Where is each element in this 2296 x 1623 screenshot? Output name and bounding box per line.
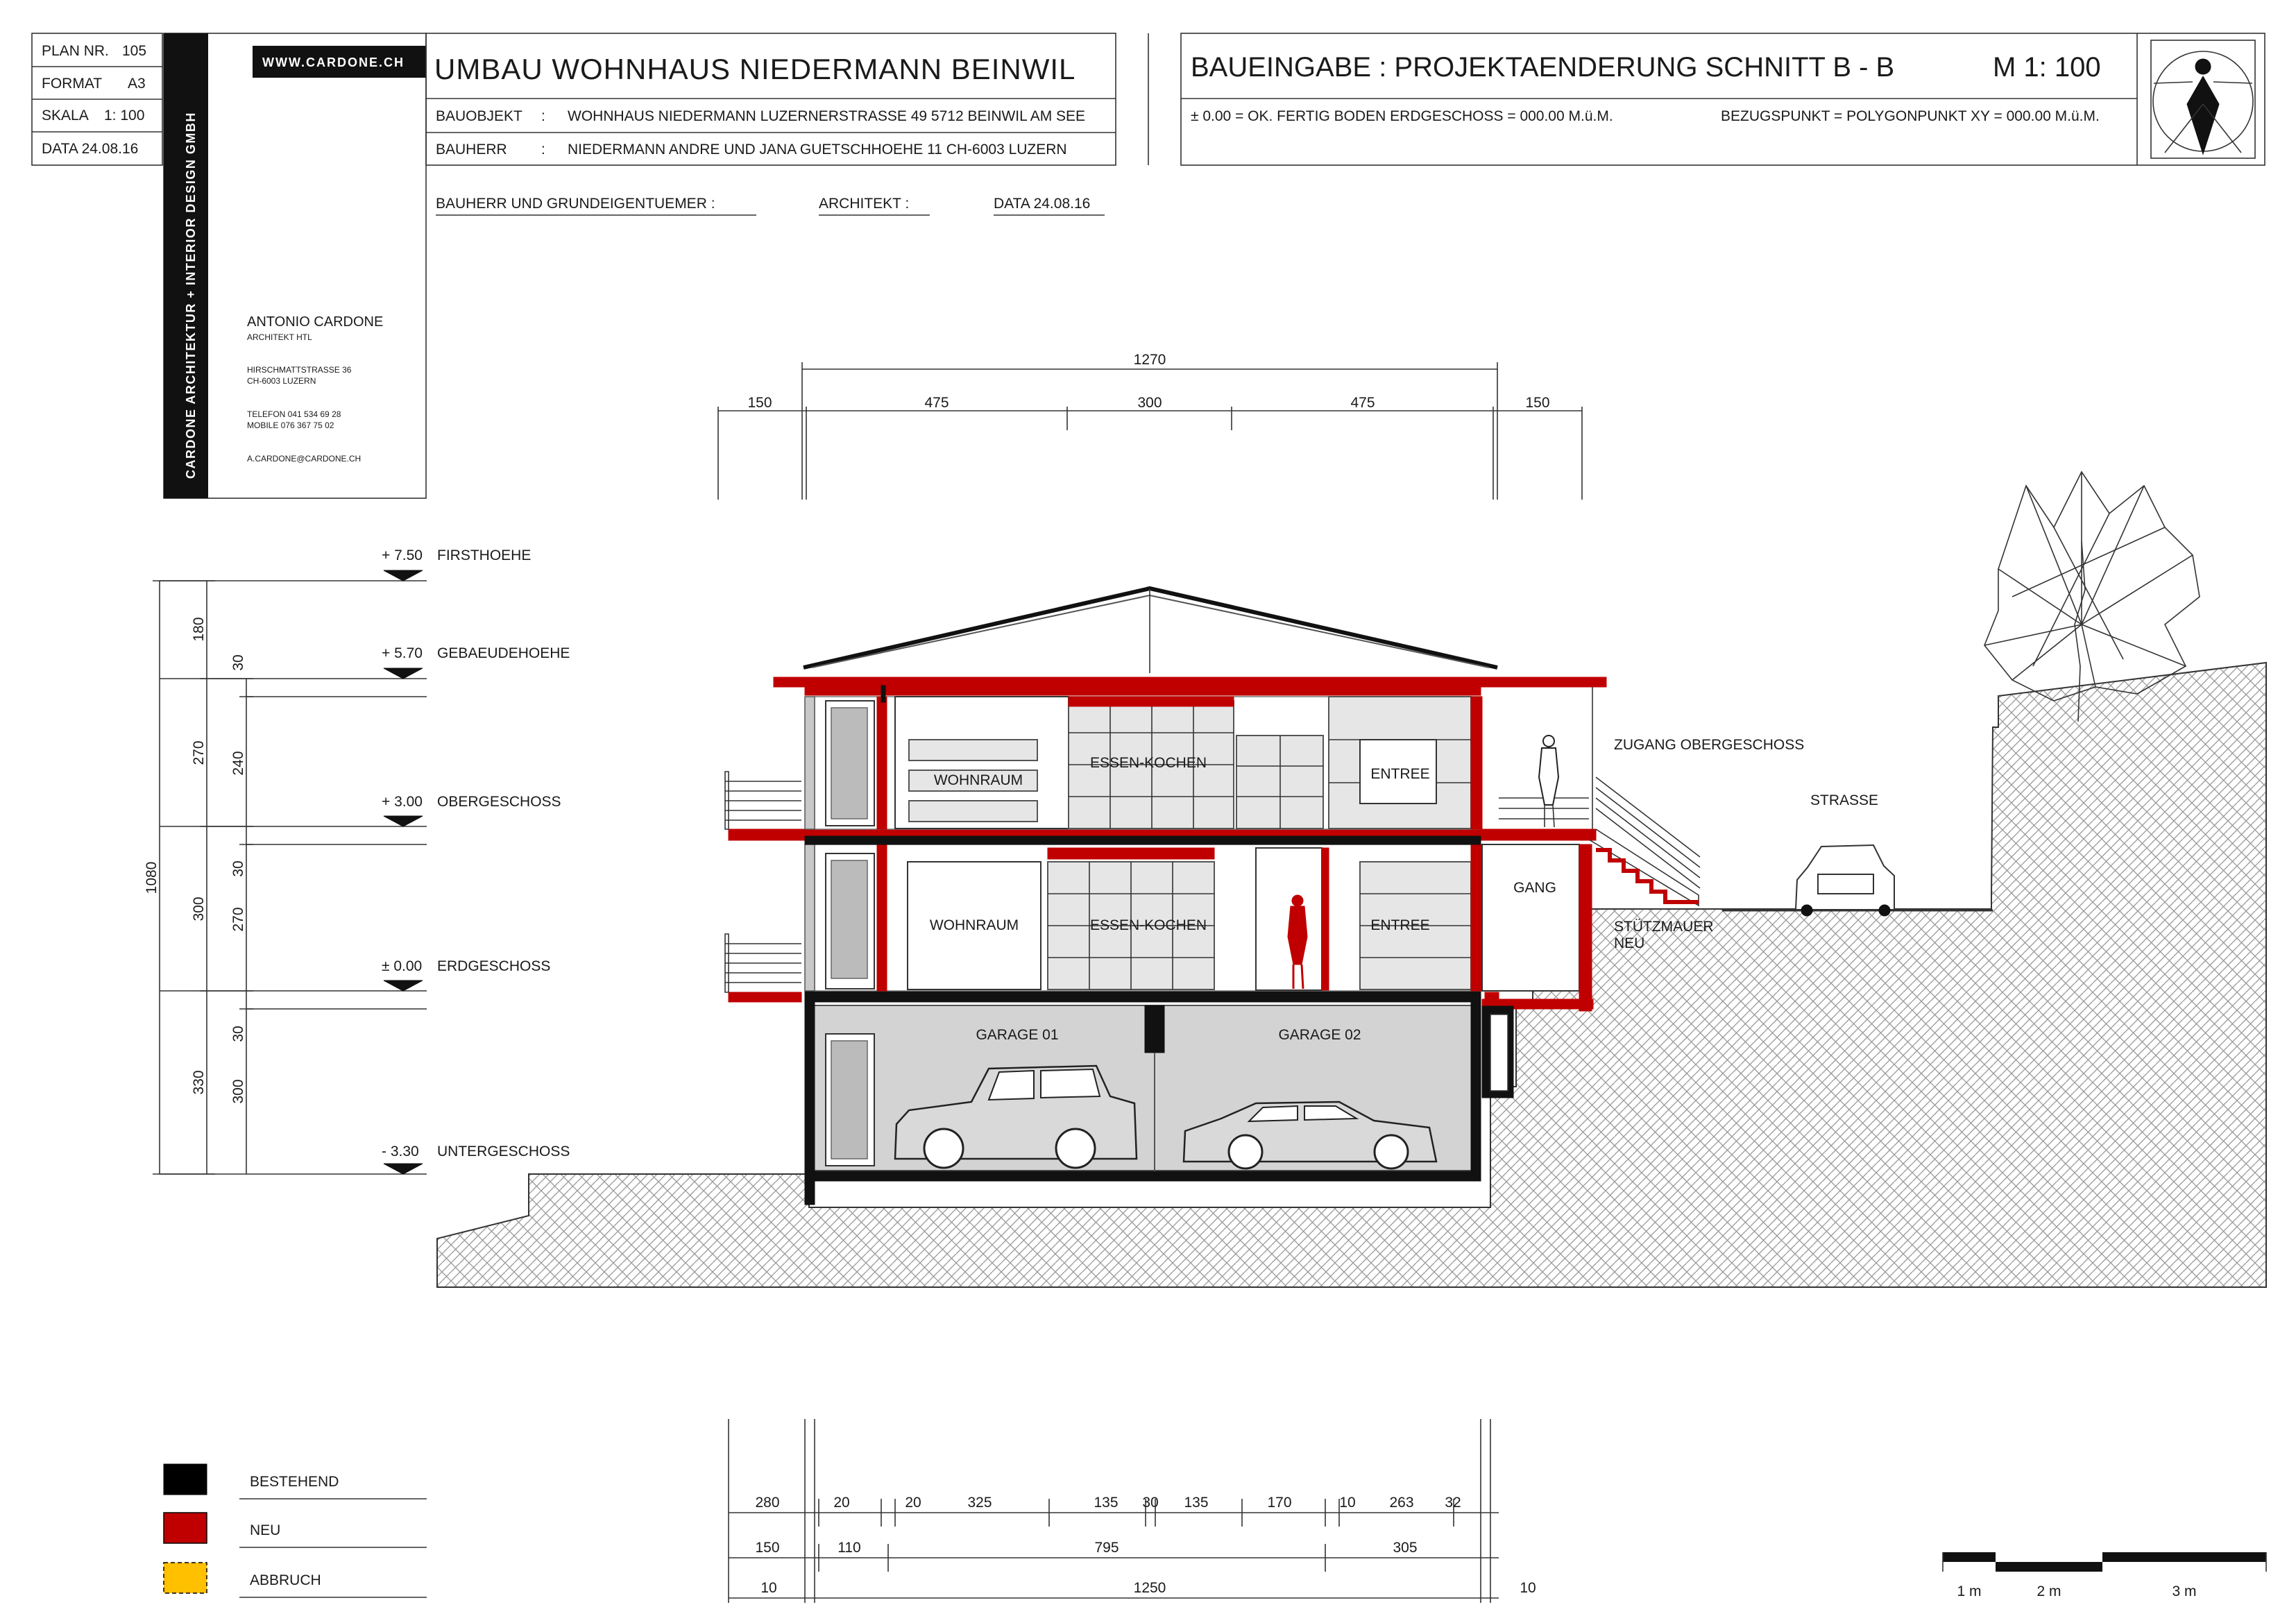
dim-bottom-row2: 795 [1094,1540,1119,1556]
architect-mobile: MOBILE 076 367 75 02 [247,420,334,430]
eg-slab-new [729,992,801,1002]
sig-owner: BAUHERR UND GRUNDEIGENTUEMER : [436,196,715,212]
scalebar-1m: 1 m [1957,1583,1982,1599]
legend-swatch-neu [164,1513,207,1543]
room-eg-essen-kochen: ESSEN-KOCHEN [1089,917,1207,933]
eg-hallway [1256,848,1322,990]
room-og-wohnraum: WOHNRAUM [933,772,1023,788]
label-zugang-obergeschoss: ZUGANG OBERGESCHOSS [1614,737,1805,753]
basement-slab [805,1171,1481,1181]
roof [803,588,1497,668]
bauherr-label: BAUHERR [436,142,507,158]
legend-label-bestehend: BESTEHEND [250,1474,339,1490]
dim-top-part: 150 [1525,395,1550,411]
architect-city: CH-6003 LUZERN [247,376,316,386]
dim-top-total: 1270 [1133,352,1166,368]
dim-bottom-row2: 150 [755,1540,780,1556]
top-dimensions [718,352,1582,500]
label-strasse: STRASSE [1810,792,1879,808]
dim-bottom-row1: 20 [833,1495,850,1511]
bottom-dimensions [729,1419,1536,1603]
architect-title: ARCHITEKT HTL [247,332,312,342]
scalebar-3m: 3 m [2172,1583,2197,1599]
vertical-dimensions [144,581,253,1174]
legend [164,1464,427,1597]
legend-label-neu: NEU [250,1522,281,1538]
dim-bottom-row1: 32 [1445,1495,1461,1511]
label-stuetzmauer: STÜTZMAUER [1614,919,1714,935]
date-label: DATA 24.08.16 [42,141,139,157]
label-stuetzmauer-neu: NEU [1614,935,1645,951]
architect-name: ANTONIO CARDONE [247,314,384,330]
gang-space [1482,844,1579,991]
scale-bar [1943,1552,2266,1599]
level-elev-gebaeude: + 5.70 [382,645,423,661]
format-value: A3 [128,76,146,92]
dim-bottom-row3: 10 [760,1580,777,1596]
access-stair [1589,687,1700,906]
architect-email: A.CARDONE@CARDONE.CH [247,454,362,464]
architect-street: HIRSCHMATTSTRASSE 36 [247,365,352,375]
street-car-illustration [1796,845,1894,916]
vdim-outer: 180 [191,617,207,642]
drawing-scale: M 1: 100 [1993,52,2101,83]
plan-nr-value: 105 [122,43,147,59]
reference-elevation: ± 0.00 = OK. FERTIG BODEN ERDGESCHOSS = 000.00 M.ü.M. [1191,108,1613,124]
dim-bottom-row3: 10 [1520,1580,1536,1596]
dim-bottom-row1: 280 [755,1495,780,1511]
bauherr-colon: : [541,142,545,158]
brand-vertical-text: CARDONE ARCHITEKTUR + INTERIOR DESIGN GMBH [184,112,198,479]
woman-figure-outline [1539,736,1558,827]
eg-slab-existing [805,991,1481,1002]
vdim-inner: 30 [230,860,246,877]
website-text: WWW.CARDONE.CH [262,56,405,69]
architect-phone: TELEFON 041 534 69 28 [247,409,341,419]
reference-point: BEZUGSPUNKT = POLYGONPUNKT XY = 000.00 M.ü.M. [1721,108,2100,124]
project-title: UMBAU WOHNHAUS NIEDERMANN BEINWIL [434,53,1076,85]
room-og-entree: ENTREE [1370,766,1430,782]
dim-bottom-row1: 30 [1142,1495,1159,1511]
vdim-inner: 270 [230,907,246,932]
vdim-outer: 300 [191,897,207,921]
room-gang: GANG [1513,880,1556,896]
vdim-inner: 30 [230,1026,246,1042]
dim-bottom-row1: 170 [1267,1495,1292,1511]
room-garage-01: GARAGE 01 [976,1027,1059,1043]
bauobjekt-label: BAUOBJEKT [436,108,522,124]
bauobjekt-colon: : [541,108,545,124]
level-name-gebaeude: GEBAEUDEHOEHE [437,645,570,661]
dim-bottom-row1: 20 [905,1495,921,1511]
vdim-inner: 300 [230,1079,246,1104]
bauherr-value: NIEDERMANN ANDRE UND JANA GUETSCHHOEHE 11 CH-6003 LUZERN [568,142,1067,158]
dim-bottom-row1: 325 [967,1495,992,1511]
vdim-outer: 270 [191,740,207,765]
drawing-title: BAUEINGABE : PROJEKTAENDERUNG SCHNITT B - B [1191,52,1895,83]
vdim-inner: 30 [230,654,246,671]
skala-label: SKALA [42,108,89,124]
vitruvian-logo [2151,40,2255,158]
sig-architect: ARCHITEKT : [819,196,910,212]
dim-bottom-row1: 135 [1184,1495,1209,1511]
dim-bottom-row2: 305 [1393,1540,1418,1556]
level-name-ug: UNTERGESCHOSS [437,1144,570,1159]
dim-top-part: 150 [747,395,772,411]
format-label: FORMAT [42,76,103,92]
room-garage-02: GARAGE 02 [1278,1027,1361,1043]
level-name-og: OBERGESCHOSS [437,794,561,810]
dim-top-part: 300 [1137,395,1162,411]
level-name-first: FIRSTHOEHE [437,547,532,563]
level-elev-first: + 7.50 [382,547,423,563]
garage-divider-column [1145,1005,1164,1053]
dim-bottom-row1: 263 [1389,1495,1414,1511]
level-elev-eg: ± 0.00 [382,958,423,974]
room-eg-wohnraum: WOHNRAUM [929,917,1019,933]
dim-top-part: 475 [1350,395,1375,411]
level-elev-og: + 3.00 [382,794,423,810]
room-og-essen-kochen: ESSEN-KOCHEN [1089,755,1207,771]
basement-wall-right [1471,999,1481,1180]
title-block [32,33,2265,498]
vdim-inner: 240 [230,751,246,776]
level-elev-ug: - 3.30 [382,1144,419,1159]
dim-top-part: 475 [924,395,949,411]
skala-value: 1: 100 [104,108,145,124]
vdim-outer: 330 [191,1070,207,1095]
legend-swatch-abbruch [164,1563,207,1593]
plan-nr-label: PLAN NR. [42,43,109,59]
sig-date: DATA 24.08.16 [994,196,1091,212]
dim-bottom-row2: 110 [837,1540,861,1556]
bauobjekt-value: WOHNHAUS NIEDERMANN LUZERNERSTRASSE 49 5712 BEINWIL AM SEE [568,108,1086,124]
scalebar-2m: 2 m [2036,1583,2061,1599]
level-markers [160,547,570,1174]
legend-label-abbruch: ABBRUCH [250,1572,321,1588]
dim-bottom-row3: 1250 [1133,1580,1166,1596]
level-name-eg: ERDGESCHOSS [437,958,551,974]
stuetzmauer-new [1579,844,1592,1011]
dim-bottom-row1: 135 [1094,1495,1119,1511]
legend-swatch-bestehend [164,1464,207,1495]
vdim-total: 1080 [144,861,160,894]
dim-bottom-row1: 10 [1339,1495,1356,1511]
room-eg-entree: ENTREE [1370,917,1430,933]
